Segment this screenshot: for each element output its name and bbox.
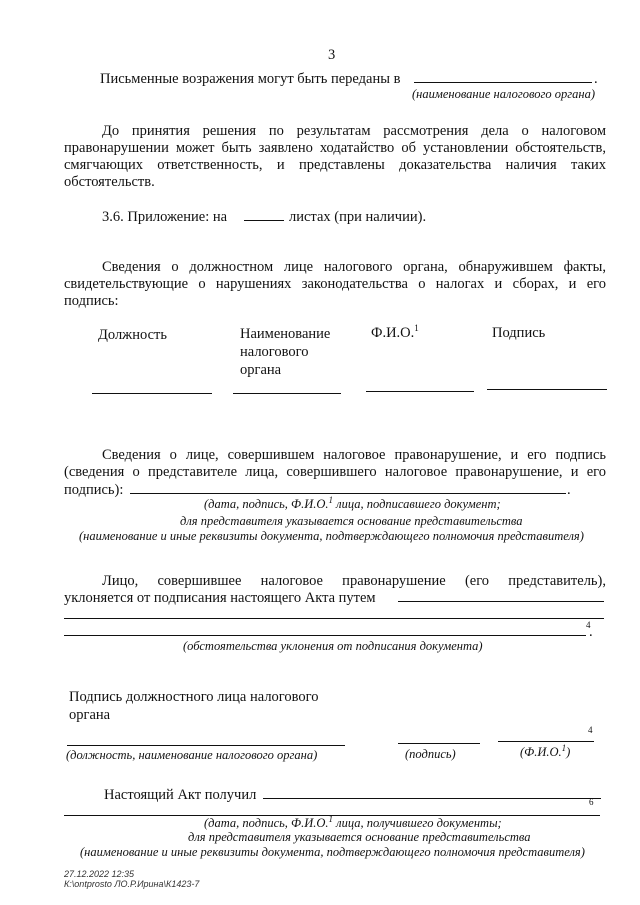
received-caption-1a: (дата, подпись, Ф.И.О. bbox=[204, 816, 329, 830]
fio-field-line bbox=[366, 391, 474, 392]
official-fio-caption-end: ) bbox=[566, 745, 571, 759]
authority-field-line bbox=[414, 82, 592, 83]
offender-caption-3: (наименование и иные реквизиты документа, подтверждающего полномочия представителя) bbox=[79, 529, 584, 543]
objections-end: . bbox=[594, 71, 598, 87]
evasion-field-line-1 bbox=[398, 601, 604, 602]
received-field-line-1 bbox=[263, 798, 601, 799]
petition-line-1 bbox=[64, 122, 606, 140]
appendix-prefix: 3.6. Приложение: на bbox=[102, 209, 228, 225]
official-info-line-2: свидетельствующие о нарушениях законодательства о налогах и сборах, и его bbox=[64, 276, 606, 292]
column-fio bbox=[371, 324, 419, 342]
official-fio-field-line bbox=[498, 741, 594, 742]
appendix-sheets-line bbox=[244, 220, 284, 221]
official-signature-field-line bbox=[398, 743, 480, 744]
offender-field-line bbox=[130, 493, 566, 494]
evasion-line-2: уклоняется от подписания настоящего Акта путем bbox=[64, 590, 376, 606]
column-signature: Подпись bbox=[492, 325, 546, 341]
offender-info-end: . bbox=[567, 482, 571, 498]
received-caption-3: (наименование и иные реквизиты документа, подтверждающего полномочия представителя) bbox=[80, 845, 585, 859]
received-caption-2: для представителя указывается основание представительства bbox=[188, 830, 531, 844]
official-position-caption: (должность, наименование налогового органа) bbox=[66, 748, 318, 762]
offender-caption-1 bbox=[204, 494, 501, 512]
petition-line-3: смягчающих ответственность, и представлены доказательства наличия таких bbox=[64, 157, 606, 173]
received-caption-sup: 1 bbox=[328, 813, 334, 824]
official-info-line-3: подпись: bbox=[64, 293, 119, 309]
offender-info-line-2: (сведения о представителе лица, совершившего налоговое правонарушение, и его bbox=[64, 464, 606, 480]
offender-caption-1a: (дата, подпись, Ф.И.О. bbox=[204, 497, 329, 511]
official-signature-footnote: 4 bbox=[588, 725, 593, 735]
official-fio-caption-sup: 1 bbox=[561, 742, 567, 753]
official-fio-caption-text: (Ф.И.О. bbox=[520, 745, 562, 759]
official-signature-line-1: Подпись должностного лица налогового bbox=[69, 689, 319, 705]
petition-line-4: обстоятельств. bbox=[64, 174, 155, 190]
signature-field-line bbox=[487, 389, 607, 390]
received-label: Настоящий Акт получил bbox=[104, 787, 257, 803]
petition-text-1: До принятия решения по результатам рассмотрения дела о налоговом bbox=[102, 123, 606, 139]
official-fio-caption bbox=[520, 742, 571, 760]
official-position-field-line bbox=[67, 745, 345, 746]
evasion-text-1: Лицо, совершившее налоговое правонарушение (его представитель), bbox=[102, 573, 606, 589]
appendix-suffix: листах (при наличии). bbox=[289, 209, 427, 225]
fio-footnote-mark: 1 bbox=[414, 323, 419, 334]
evasion-caption: (обстоятельства уклонения от подписания документа) bbox=[183, 639, 483, 653]
official-info-line-1 bbox=[64, 258, 606, 276]
print-file-path: К:\ontprosto ЛО.Р.Ирина\К1423-7 bbox=[64, 879, 200, 889]
column-authority-2: налогового bbox=[240, 344, 309, 360]
column-authority-1: Наименование bbox=[240, 326, 331, 342]
offender-info-line-1 bbox=[64, 446, 606, 464]
evasion-line-1 bbox=[64, 572, 606, 590]
offender-caption-1b: лица, подписавшего документ; bbox=[333, 497, 501, 511]
offender-caption-2: для представителя указывается основание представительства bbox=[180, 514, 523, 528]
offender-info-text-1: Сведения о лице, совершившем налоговое правонарушение, и его подпись bbox=[102, 447, 606, 463]
evasion-footnote: 4 bbox=[586, 620, 591, 630]
petition-line-2: правонарушении может быть заявлено ходатайство об установлении обстоятельств, bbox=[64, 140, 606, 156]
official-signature-line-2: органа bbox=[69, 707, 111, 723]
evasion-field-line-3 bbox=[64, 635, 586, 636]
received-caption-1b: лица, получившего документы; bbox=[333, 816, 502, 830]
official-signature-caption: (подпись) bbox=[405, 747, 456, 761]
offender-caption-sup: 1 bbox=[328, 494, 334, 505]
evasion-field-line-2 bbox=[64, 618, 604, 619]
column-fio-text: Ф.И.О. bbox=[371, 325, 415, 341]
evasion-end: . bbox=[589, 624, 593, 640]
authority-name-field-line bbox=[233, 393, 341, 394]
position-field-line bbox=[92, 393, 212, 394]
offender-info-line-3: подпись): bbox=[64, 482, 124, 498]
authority-caption: (наименование налогового органа) bbox=[412, 87, 595, 101]
objections-label: Письменные возражения могут быть переданы в bbox=[100, 71, 401, 87]
official-info-text-1: Сведения о должностном лице налогового органа, обнаружившем факты, bbox=[102, 259, 606, 275]
received-footnote: 6 bbox=[589, 797, 594, 807]
print-timestamp: 27.12.2022 12:35 bbox=[64, 869, 135, 879]
received-caption-1 bbox=[204, 813, 502, 831]
page-number: 3 bbox=[328, 47, 336, 63]
column-position: Должность bbox=[98, 327, 167, 343]
column-authority-3: органа bbox=[240, 362, 282, 378]
